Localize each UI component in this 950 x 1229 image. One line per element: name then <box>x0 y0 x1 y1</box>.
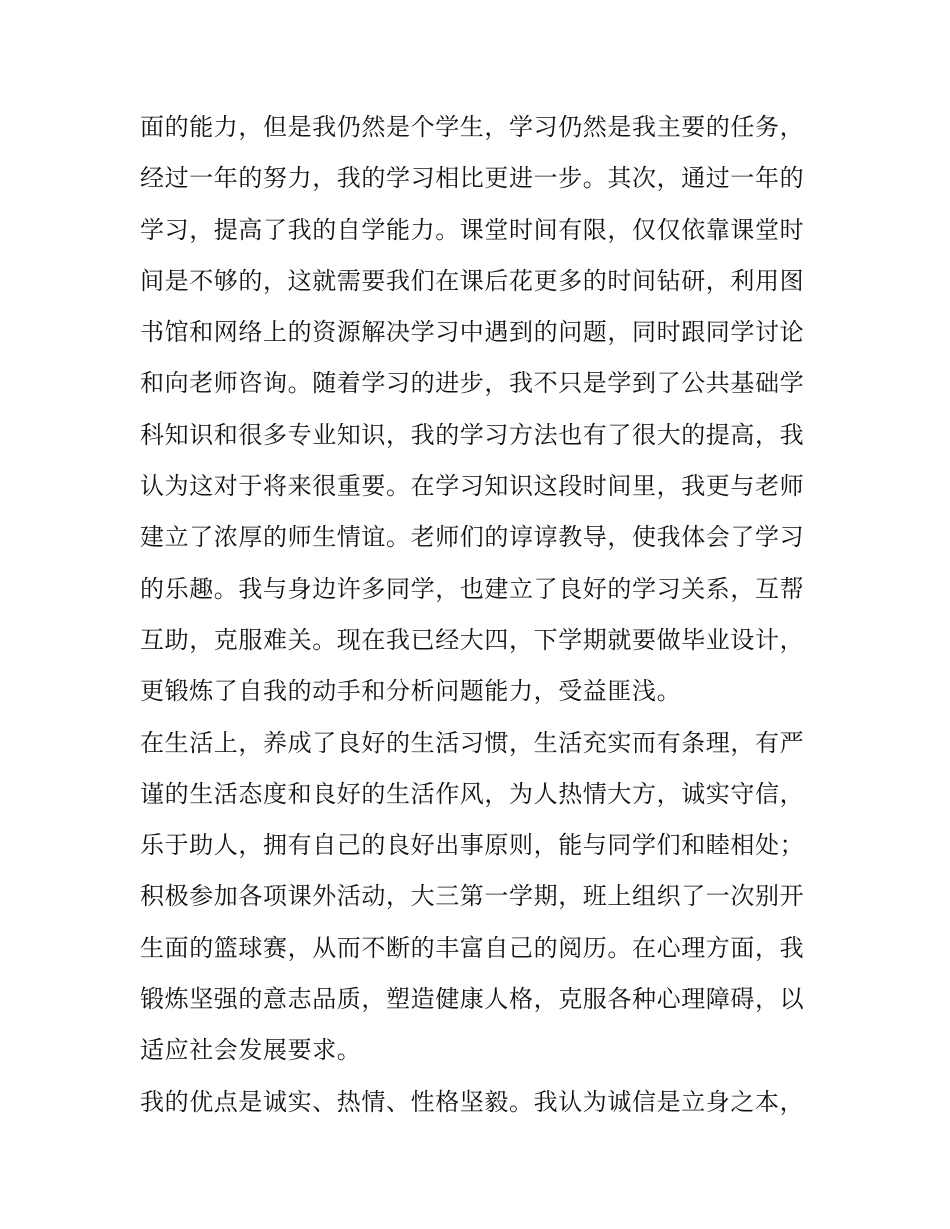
text-line: 更锻炼了自我的动手和分析问题能力，受益匪浅。 <box>140 677 682 706</box>
text-line: 学习，提高了我的自学能力。课堂时间有限，仅仅依靠课堂时 <box>140 215 805 244</box>
text-line: 乐于助人，拥有自己的良好出事原则，能与同学们和睦相处； <box>140 831 805 860</box>
text-line: 互助，克服难关。现在我已经大四，下学期就要做毕业设计， <box>140 625 805 654</box>
text-line: 谨的生活态度和良好的生活作风，为人热情大方，诚实守信， <box>140 779 805 808</box>
text-line: 科知识和很多专业知识，我的学习方法也有了很大的提高，我 <box>140 420 805 449</box>
text-line: 我的优点是诚实、热情、性格坚毅。我认为诚信是立身之本， <box>140 1087 805 1116</box>
text-line: 生面的篮球赛，从而不断的丰富自己的阅历。在心理方面，我 <box>140 933 805 962</box>
text-line: 在生活上，养成了良好的生活习惯，生活充实而有条理，有严 <box>140 728 805 757</box>
text-line: 的乐趣。我与身边许多同学，也建立了良好的学习关系，互帮 <box>140 574 805 603</box>
document-body <box>140 102 830 1128</box>
text-line: 和向老师咨询。随着学习的进步，我不只是学到了公共基础学 <box>140 369 805 398</box>
text-line: 间是不够的，这就需要我们在课后花更多的时间钻研，利用图 <box>140 266 805 295</box>
text-line: 认为这对于将来很重要。在学习知识这段时间里，我更与老师 <box>140 472 805 501</box>
text-line: 建立了浓厚的师生情谊。老师们的谆谆教导，使我体会了学习 <box>140 523 805 552</box>
text-line: 书馆和网络上的资源解决学习中遇到的问题，同时跟同学讨论 <box>140 318 805 347</box>
text-line: 经过一年的努力，我的学习相比更进一步。其次，通过一年的 <box>140 164 805 193</box>
text-line: 锻炼坚强的意志品质，塑造健康人格，克服各种心理障碍，以 <box>140 985 805 1014</box>
text-line: 面的能力，但是我仍然是个学生，学习仍然是我主要的任务， <box>140 113 805 141</box>
text-line: 积极参加各项课外活动，大三第一学期，班上组织了一次别开 <box>140 882 805 911</box>
text-line: 适应社会发展要求。 <box>140 1036 362 1065</box>
